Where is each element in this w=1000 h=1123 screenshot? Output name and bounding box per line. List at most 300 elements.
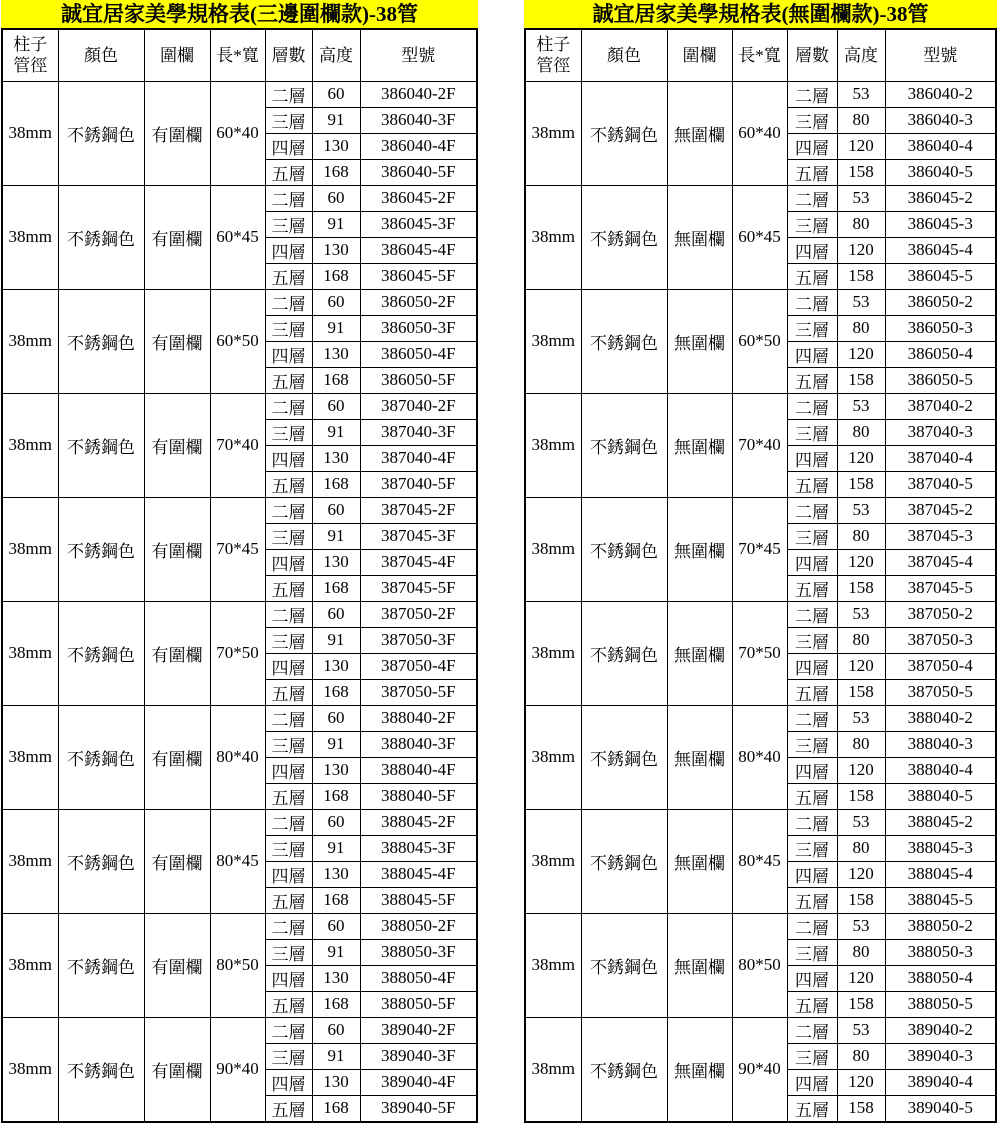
height-cell: 80 — [837, 419, 885, 445]
model-cell: 386050-2 — [885, 289, 996, 315]
height-cell: 158 — [837, 471, 885, 497]
layers-cell: 四層 — [265, 445, 312, 471]
color-cell: 不銹鋼色 — [58, 81, 144, 185]
height-cell: 91 — [312, 1043, 360, 1069]
spec-row — [2, 289, 477, 315]
height-cell: 168 — [312, 887, 360, 913]
spec-row — [525, 185, 996, 211]
fence-cell: 無圍欄 — [667, 393, 732, 497]
layers-cell: 四層 — [265, 861, 312, 887]
diameter-cell: 38mm — [525, 1017, 581, 1122]
model-cell: 386040-2F — [360, 81, 477, 107]
size-cell: 70*50 — [210, 601, 265, 705]
spec-row — [525, 1017, 996, 1043]
model-cell: 388050-2F — [360, 913, 477, 939]
model-cell: 387040-3 — [885, 419, 996, 445]
layers-cell: 二層 — [265, 809, 312, 835]
model-cell: 386045-3 — [885, 211, 996, 237]
fence-cell: 有圍欄 — [144, 601, 210, 705]
size-cell: 60*50 — [210, 289, 265, 393]
model-cell: 387050-3 — [885, 627, 996, 653]
spec-row — [2, 601, 477, 627]
column-header — [732, 29, 787, 81]
column-header-line: 顏色 — [607, 45, 641, 65]
layers-cell: 二層 — [265, 1017, 312, 1043]
height-cell: 60 — [312, 289, 360, 315]
model-cell: 388045-2F — [360, 809, 477, 835]
column-header-line: 長*寬 — [738, 45, 781, 65]
layers-cell: 三層 — [265, 107, 312, 133]
height-cell: 53 — [837, 601, 885, 627]
height-cell: 91 — [312, 107, 360, 133]
height-cell: 80 — [837, 315, 885, 341]
height-cell: 120 — [837, 341, 885, 367]
fence-cell: 有圍欄 — [144, 185, 210, 289]
column-header — [265, 29, 312, 81]
model-cell: 387045-3 — [885, 523, 996, 549]
color-cell: 不銹鋼色 — [58, 393, 144, 497]
layers-cell: 三層 — [265, 731, 312, 757]
layers-cell: 四層 — [265, 757, 312, 783]
height-cell: 53 — [837, 185, 885, 211]
column-header — [58, 29, 144, 81]
height-cell: 120 — [837, 861, 885, 887]
model-cell: 386045-5F — [360, 263, 477, 289]
model-cell: 386040-5 — [885, 159, 996, 185]
layers-cell: 三層 — [787, 107, 837, 133]
height-cell: 120 — [837, 445, 885, 471]
layers-cell: 四層 — [787, 237, 837, 263]
layers-cell: 五層 — [265, 887, 312, 913]
layers-cell: 二層 — [787, 393, 837, 419]
layers-cell: 四層 — [787, 861, 837, 887]
diameter-cell: 38mm — [525, 185, 581, 289]
model-cell: 387050-3F — [360, 627, 477, 653]
model-cell: 386050-5 — [885, 367, 996, 393]
spec-row — [2, 809, 477, 835]
size-cell: 70*45 — [732, 497, 787, 601]
height-cell: 158 — [837, 991, 885, 1017]
spec-row — [2, 1017, 477, 1043]
fence-cell: 有圍欄 — [144, 289, 210, 393]
diameter-cell: 38mm — [2, 913, 58, 1017]
layers-cell: 三層 — [265, 419, 312, 445]
fence-cell: 有圍欄 — [144, 913, 210, 1017]
model-cell: 389040-3 — [885, 1043, 996, 1069]
layers-cell: 五層 — [787, 263, 837, 289]
layers-cell: 二層 — [265, 497, 312, 523]
height-cell: 158 — [837, 679, 885, 705]
column-header — [210, 29, 265, 81]
model-cell: 388045-4 — [885, 861, 996, 887]
height-cell: 168 — [312, 1095, 360, 1122]
height-cell: 80 — [837, 1043, 885, 1069]
layers-cell: 五層 — [265, 159, 312, 185]
column-header — [525, 29, 581, 81]
diameter-cell: 38mm — [2, 809, 58, 913]
column-header — [837, 29, 885, 81]
header-row — [525, 29, 996, 81]
layers-cell: 三層 — [265, 627, 312, 653]
size-cell: 80*40 — [210, 705, 265, 809]
model-cell: 388040-4F — [360, 757, 477, 783]
layers-cell: 五層 — [787, 679, 837, 705]
spec-row — [2, 705, 477, 731]
model-cell: 388040-5 — [885, 783, 996, 809]
size-cell: 80*50 — [732, 913, 787, 1017]
model-cell: 387050-2F — [360, 601, 477, 627]
height-cell: 168 — [312, 991, 360, 1017]
layers-cell: 二層 — [265, 913, 312, 939]
model-cell: 387050-4 — [885, 653, 996, 679]
height-cell: 80 — [837, 107, 885, 133]
diameter-cell: 38mm — [2, 497, 58, 601]
height-cell: 130 — [312, 965, 360, 991]
model-cell: 389040-5F — [360, 1095, 477, 1122]
column-header-line: 圍欄 — [682, 45, 717, 65]
fence-cell: 無圍欄 — [667, 81, 732, 185]
layers-cell: 五層 — [265, 679, 312, 705]
height-cell: 158 — [837, 263, 885, 289]
column-header — [581, 29, 667, 81]
fence-cell: 無圍欄 — [667, 497, 732, 601]
model-cell: 387045-2F — [360, 497, 477, 523]
spec-row — [2, 913, 477, 939]
size-cell: 80*50 — [210, 913, 265, 1017]
model-cell: 386050-3F — [360, 315, 477, 341]
height-cell: 80 — [837, 731, 885, 757]
layers-cell: 四層 — [787, 133, 837, 159]
fence-cell: 有圍欄 — [144, 393, 210, 497]
model-cell: 386040-4 — [885, 133, 996, 159]
model-cell: 388040-3F — [360, 731, 477, 757]
spec-row — [525, 601, 996, 627]
size-cell: 80*40 — [732, 705, 787, 809]
column-header-line: 高度 — [319, 45, 353, 65]
layers-cell: 二層 — [265, 81, 312, 107]
height-cell: 60 — [312, 809, 360, 835]
fence-cell: 無圍欄 — [667, 185, 732, 289]
height-cell: 130 — [312, 653, 360, 679]
height-cell: 130 — [312, 133, 360, 159]
layers-cell: 三層 — [265, 1043, 312, 1069]
layers-cell: 五層 — [787, 783, 837, 809]
column-header-line: 長*寬 — [216, 45, 259, 65]
layers-cell: 二層 — [787, 497, 837, 523]
layers-cell: 四層 — [787, 341, 837, 367]
diameter-cell: 38mm — [525, 913, 581, 1017]
model-cell: 386045-4F — [360, 237, 477, 263]
column-header — [360, 29, 477, 81]
column-header — [787, 29, 837, 81]
column-header-line: 層數 — [795, 45, 829, 65]
column-header-line: 高度 — [844, 45, 878, 65]
model-cell: 386050-3 — [885, 315, 996, 341]
layers-cell: 五層 — [265, 575, 312, 601]
layers-cell: 三層 — [787, 939, 837, 965]
model-cell: 388045-4F — [360, 861, 477, 887]
layers-cell: 三層 — [265, 939, 312, 965]
layers-cell: 五層 — [787, 887, 837, 913]
column-header-line: 圍欄 — [160, 45, 194, 65]
layers-cell: 四層 — [787, 549, 837, 575]
layers-cell: 三層 — [265, 835, 312, 861]
model-cell: 388045-5F — [360, 887, 477, 913]
spec-row — [2, 81, 477, 107]
spec-table-fenced — [1, 0, 478, 1123]
layers-cell: 五層 — [787, 159, 837, 185]
model-cell: 387040-4F — [360, 445, 477, 471]
model-cell: 387050-5 — [885, 679, 996, 705]
diameter-cell: 38mm — [525, 289, 581, 393]
size-cell: 60*40 — [732, 81, 787, 185]
spec-row — [525, 289, 996, 315]
color-cell: 不銹鋼色 — [581, 81, 667, 185]
size-cell: 80*45 — [732, 809, 787, 913]
model-cell: 386045-3F — [360, 211, 477, 237]
spec-row — [525, 497, 996, 523]
layers-cell: 四層 — [787, 1069, 837, 1095]
table-body — [525, 81, 996, 1122]
model-cell: 387045-3F — [360, 523, 477, 549]
model-cell: 389040-5 — [885, 1095, 996, 1122]
height-cell: 158 — [837, 367, 885, 393]
model-cell: 387050-5F — [360, 679, 477, 705]
layers-cell: 二層 — [265, 705, 312, 731]
layers-cell: 五層 — [265, 991, 312, 1017]
fence-cell: 無圍欄 — [667, 601, 732, 705]
column-header — [2, 29, 58, 81]
layers-cell: 三層 — [265, 315, 312, 341]
diameter-cell: 38mm — [525, 393, 581, 497]
spec-row — [525, 809, 996, 835]
model-cell: 388040-2 — [885, 705, 996, 731]
color-cell: 不銹鋼色 — [581, 601, 667, 705]
model-cell: 386050-4F — [360, 341, 477, 367]
model-cell: 387040-5 — [885, 471, 996, 497]
size-cell: 60*50 — [732, 289, 787, 393]
height-cell: 91 — [312, 835, 360, 861]
color-cell: 不銹鋼色 — [58, 289, 144, 393]
height-cell: 91 — [312, 523, 360, 549]
height-cell: 120 — [837, 965, 885, 991]
layers-cell: 二層 — [787, 809, 837, 835]
column-header-line: 型號 — [401, 45, 436, 65]
diameter-cell: 38mm — [2, 185, 58, 289]
height-cell: 130 — [312, 549, 360, 575]
table-header — [2, 29, 477, 81]
model-cell: 389040-2 — [885, 1017, 996, 1043]
height-cell: 130 — [312, 1069, 360, 1095]
color-cell: 不銹鋼色 — [58, 497, 144, 601]
layers-cell: 五層 — [265, 471, 312, 497]
color-cell: 不銹鋼色 — [581, 497, 667, 601]
height-cell: 80 — [837, 835, 885, 861]
diameter-cell: 38mm — [525, 809, 581, 913]
height-cell: 60 — [312, 705, 360, 731]
layers-cell: 四層 — [787, 653, 837, 679]
height-cell: 53 — [837, 705, 885, 731]
height-cell: 80 — [837, 627, 885, 653]
column-header — [885, 29, 996, 81]
layers-cell: 二層 — [787, 185, 837, 211]
layers-cell: 三層 — [787, 315, 837, 341]
height-cell: 91 — [312, 315, 360, 341]
color-cell: 不銹鋼色 — [581, 809, 667, 913]
column-header — [144, 29, 210, 81]
model-cell: 387045-4 — [885, 549, 996, 575]
spec-table-unfenced — [524, 0, 997, 1123]
height-cell: 91 — [312, 419, 360, 445]
model-cell: 386045-5 — [885, 263, 996, 289]
color-cell: 不銹鋼色 — [581, 705, 667, 809]
spec-row — [525, 393, 996, 419]
height-cell: 130 — [312, 237, 360, 263]
color-cell: 不銹鋼色 — [58, 913, 144, 1017]
model-cell: 388040-3 — [885, 731, 996, 757]
column-header — [667, 29, 732, 81]
height-cell: 80 — [837, 939, 885, 965]
diameter-cell: 38mm — [2, 1017, 58, 1122]
height-cell: 60 — [312, 601, 360, 627]
model-cell: 389040-2F — [360, 1017, 477, 1043]
height-cell: 60 — [312, 913, 360, 939]
layers-cell: 二層 — [265, 393, 312, 419]
model-cell: 387045-2 — [885, 497, 996, 523]
color-cell: 不銹鋼色 — [58, 705, 144, 809]
table-header — [525, 29, 996, 81]
layers-cell: 五層 — [265, 1095, 312, 1122]
column-header-line: 柱子 — [13, 35, 48, 54]
layers-cell: 二層 — [787, 81, 837, 107]
height-cell: 120 — [837, 757, 885, 783]
spec-row — [2, 393, 477, 419]
height-cell: 120 — [837, 1069, 885, 1095]
color-cell: 不銹鋼色 — [58, 185, 144, 289]
color-cell: 不銹鋼色 — [581, 185, 667, 289]
diameter-cell: 38mm — [525, 705, 581, 809]
spec-row — [2, 497, 477, 523]
layers-cell: 四層 — [265, 653, 312, 679]
model-cell: 386040-3 — [885, 107, 996, 133]
layers-cell: 三層 — [787, 1043, 837, 1069]
spec-row — [525, 705, 996, 731]
diameter-cell: 38mm — [525, 601, 581, 705]
layers-cell: 二層 — [787, 601, 837, 627]
height-cell: 80 — [837, 211, 885, 237]
color-cell: 不銹鋼色 — [58, 601, 144, 705]
height-cell: 53 — [837, 393, 885, 419]
model-cell: 389040-3F — [360, 1043, 477, 1069]
column-header-line: 層數 — [271, 45, 306, 65]
height-cell: 91 — [312, 939, 360, 965]
height-cell: 130 — [312, 445, 360, 471]
layers-cell: 五層 — [787, 471, 837, 497]
layers-cell: 四層 — [265, 237, 312, 263]
model-cell: 389040-4F — [360, 1069, 477, 1095]
layers-cell: 二層 — [265, 289, 312, 315]
height-cell: 53 — [837, 913, 885, 939]
height-cell: 53 — [837, 497, 885, 523]
table-title: 誠宜居家美學規格表(三邊圍欄款)-38管 — [1, 0, 478, 28]
height-cell: 130 — [312, 341, 360, 367]
model-cell: 386050-4 — [885, 341, 996, 367]
model-cell: 388045-3F — [360, 835, 477, 861]
model-cell: 386045-2 — [885, 185, 996, 211]
layers-cell: 四層 — [265, 965, 312, 991]
column-header-line: 柱子 — [536, 35, 571, 54]
header-row — [2, 29, 477, 81]
model-cell: 387040-5F — [360, 471, 477, 497]
model-cell: 387045-5 — [885, 575, 996, 601]
model-cell: 388050-4 — [885, 965, 996, 991]
fence-cell: 無圍欄 — [667, 809, 732, 913]
model-cell: 386045-2F — [360, 185, 477, 211]
layers-cell: 二層 — [265, 601, 312, 627]
layers-cell: 三層 — [787, 419, 837, 445]
height-cell: 91 — [312, 627, 360, 653]
model-cell: 386040-3F — [360, 107, 477, 133]
column-header — [312, 29, 360, 81]
height-cell: 158 — [837, 887, 885, 913]
height-cell: 168 — [312, 783, 360, 809]
height-cell: 91 — [312, 731, 360, 757]
layers-cell: 四層 — [787, 445, 837, 471]
model-cell: 388050-4F — [360, 965, 477, 991]
model-cell: 387045-5F — [360, 575, 477, 601]
layers-cell: 四層 — [265, 341, 312, 367]
model-cell: 388050-3F — [360, 939, 477, 965]
table-title: 誠宜居家美學規格表(無圍欄款)-38管 — [524, 0, 997, 28]
height-cell: 91 — [312, 211, 360, 237]
height-cell: 168 — [312, 679, 360, 705]
model-cell: 387040-4 — [885, 445, 996, 471]
column-header-line: 型號 — [923, 45, 958, 65]
diameter-cell: 38mm — [525, 497, 581, 601]
layers-cell: 四層 — [265, 133, 312, 159]
spec-row — [525, 81, 996, 107]
layers-cell: 二層 — [787, 705, 837, 731]
height-cell: 158 — [837, 1095, 885, 1122]
height-cell: 53 — [837, 81, 885, 107]
model-cell: 388050-2 — [885, 913, 996, 939]
size-cell: 70*40 — [210, 393, 265, 497]
layers-cell: 四層 — [787, 757, 837, 783]
model-cell: 387050-2 — [885, 601, 996, 627]
model-cell: 388040-5F — [360, 783, 477, 809]
table-body — [2, 81, 477, 1122]
height-cell: 130 — [312, 861, 360, 887]
model-cell: 388050-5 — [885, 991, 996, 1017]
height-cell: 60 — [312, 497, 360, 523]
spec-row — [525, 913, 996, 939]
spec-grid — [524, 28, 997, 1123]
spec-grid — [1, 28, 478, 1123]
height-cell: 60 — [312, 393, 360, 419]
model-cell: 388040-4 — [885, 757, 996, 783]
layers-cell: 二層 — [787, 289, 837, 315]
layers-cell: 二層 — [265, 185, 312, 211]
model-cell: 388045-3 — [885, 835, 996, 861]
fence-cell: 有圍欄 — [144, 81, 210, 185]
layers-cell: 五層 — [787, 991, 837, 1017]
model-cell: 389040-4 — [885, 1069, 996, 1095]
column-header-line: 顏色 — [84, 45, 118, 65]
layers-cell: 四層 — [787, 965, 837, 991]
height-cell: 53 — [837, 289, 885, 315]
layers-cell: 三層 — [787, 835, 837, 861]
size-cell: 60*45 — [210, 185, 265, 289]
